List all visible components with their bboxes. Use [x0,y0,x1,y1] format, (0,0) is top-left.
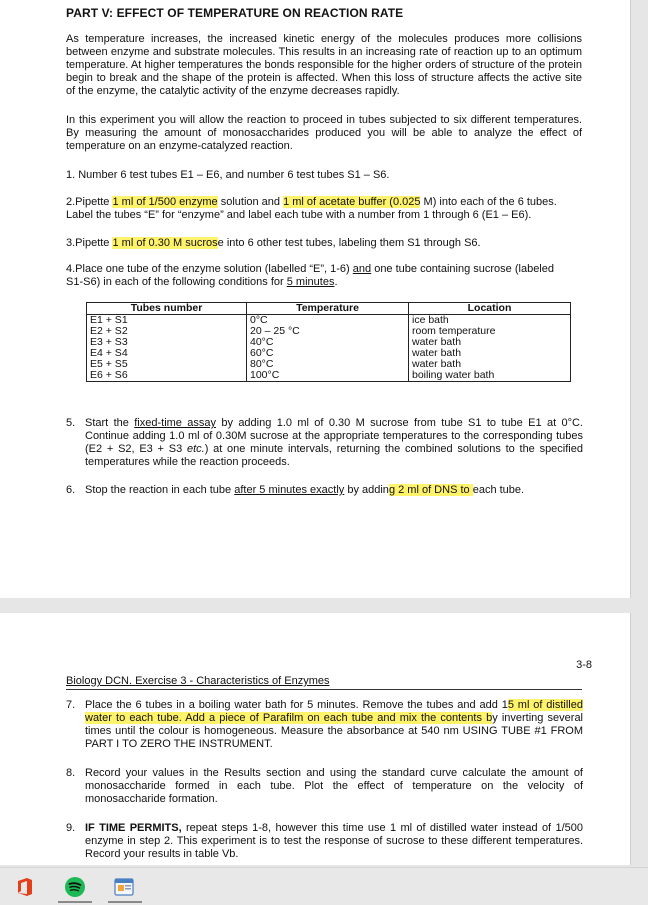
column-header: Location [409,303,571,315]
table-cell: 20 – 25 °C [247,326,409,337]
document-viewer-icon[interactable] [113,876,135,898]
table-cell: E2 + S2 [87,326,247,337]
step-6-number: 6. [66,484,76,496]
table-cell: water bath [409,348,571,359]
step-6 [85,484,583,497]
table-row [87,326,571,337]
active-app-indicator [108,901,142,903]
step-9-number: 9. [66,822,76,834]
step-5-italic: etc. [186,443,205,455]
table-row [87,370,571,382]
table-header-row [87,303,571,315]
step-4-text: . [334,276,338,288]
active-app-indicator [58,901,92,903]
step-6-underlined: after 5 minutes exactly [234,484,345,496]
step-1: 1. Number 6 test tubes E1 – E6, and number 6 test tubes S1 – S6. [66,169,390,181]
step-2-text: M) into each of the 6 tubes. [420,196,557,208]
step-3 [66,237,481,250]
section-title: PART V: EFFECT OF TEMPERATURE ON REACTION RATE [66,6,404,20]
step-4-text: S1-S6) in each of the following conditions for [66,276,287,288]
step-8: Record your values in the Results section and using the standard curve calculate the amount of monosaccharide formed in each tube. Plot the effect of temperature on the velocity of monosaccharide formation. [85,767,583,805]
table-cell: E4 + S4 [87,348,247,359]
step-4-text: 4.Place one tube of the enzyme solution (labelled “E”, 1-6) [66,263,353,275]
column-header: Tubes number [87,303,247,315]
table-row [87,315,571,327]
taskbar [0,867,648,905]
highlight-sucrose: 1 ml of 0.30 M sucros [112,237,218,249]
step-3-text: 3.Pipette [66,237,113,249]
step-7-number: 7. [66,699,76,711]
step-5-underlined: fixed-time assay [134,417,216,429]
table-row [87,348,571,359]
intro-paragraph-2: In this experiment you will allow the reaction to proceed in tubes subjected to six different temperatures. By measuring the amount of monosaccharides produced you will be able to analyze the effect of temperature on an enzyme-catalyzed reaction. [66,114,582,152]
step-5 [85,417,583,469]
highlight-buffer: 1 ml of acetate buffer (0.025 [283,196,421,208]
step-2-text: 2.Pipette [66,196,113,208]
step-5-number: 5. [66,417,76,429]
intro-paragraph: As temperature increases, the increased kinetic energy of the molecules produces more collisions between enzyme and substrate molecules. This results in an increasing rate of reaction up to an optimum temperature. At higher temperatures the bonds responsible for the higher orders of structure of the protein begin to break and the shape of the protein is affected. When this loss of structure affects the active site of the enzyme, the catalytic activity of the enzyme decreases rapidly. [66,33,582,97]
table-cell: E3 + S3 [87,337,247,348]
table-cell: 0°C [247,315,409,327]
step-9-bold: IF TIME PERMITS, [85,822,182,834]
step-6-text: by addin [344,484,389,496]
spotify-icon[interactable] [64,876,86,898]
table-cell: 60°C [247,348,409,359]
step-2-text: solution and [217,196,284,208]
step-4 [66,263,582,289]
step-2 [66,196,582,222]
table-cell: ice bath [409,315,571,327]
table-cell: water bath [409,337,571,348]
table-cell: E1 + S1 [87,315,247,327]
step-8-number: 8. [66,767,76,779]
table-cell: boiling water bath [409,370,571,382]
step-4-text: one tube containing sucrose (labeled [371,263,554,275]
page-number: 3-8 [576,659,592,671]
step-9 [85,822,583,861]
conditions-table [86,302,571,382]
step-7-text: y inverting several times until the colour is homogeneous. Measure the absorbance at 540 nm USING TUBE #1 FROM PART I TO ZERO THE INSTRUMENT. [85,712,584,750]
table-cell: 100°C [247,370,409,382]
table-row [87,359,571,370]
step-6-text: each tube. [472,484,525,496]
table-cell: 40°C [247,337,409,348]
step-7 [85,699,583,751]
table-row [87,337,571,348]
step-5-text: ) at one minute intervals, returning the combined solutions to the specified temperatures while the reaction proceeds. [85,443,583,468]
document-page-2 [0,613,631,865]
step-2-line-2: Label the tubes “E” for “enzyme” and label each tube with a number from 1 through 6 (E1 – E6). [66,209,532,221]
running-header [66,675,582,690]
highlight-enzyme: 1 ml of 1/500 enzyme [112,196,218,208]
office-icon[interactable] [14,876,36,898]
step-4-underlined: and [352,263,372,275]
column-header: Temperature [247,303,409,315]
step-3-text: e into 6 other test tubes, labeling them S1 through S6. [217,237,481,249]
step-7-text: Place the 6 tubes in a boiling water bath for 5 minutes. Remove the tubes and add 1 [85,699,508,711]
running-header-text: Biology DCN. Exercise 3 - Characteristics of Enzymes [66,675,330,687]
highlight-dns: g 2 ml of DNS to [388,484,473,496]
highlight-water: 5 ml of distilled water to each tube. Add a piece of Parafilm on each tube and mix the contents b [85,699,583,724]
step-5-text: Start the [85,417,135,429]
step-9-text: repeat steps 1-8, however this time use 1 ml of distilled water instead of 1/500 enzyme in step 2. This experiment is to test the response of sucrose to these different temperatures. Record your results in table Vb. [85,822,583,860]
step-4-duration: 5 minutes [286,276,335,288]
step-6-text: Stop the reaction in each tube [85,484,235,496]
table-cell: room temperature [409,326,571,337]
table-cell: water bath [409,359,571,370]
table-cell: E5 + S5 [87,359,247,370]
step-5-text: by adding 1.0 ml of 0.30 M sucrose from tube S1 to tube E1 at 0°C. Continue adding 1.0 ml of 0.30M sucrose at the appropriate temperatures to the corresponding tubes (E2 + S2, E3 + S3 [85,417,583,455]
table-cell: 80°C [247,359,409,370]
table-cell: E6 + S6 [87,370,247,382]
